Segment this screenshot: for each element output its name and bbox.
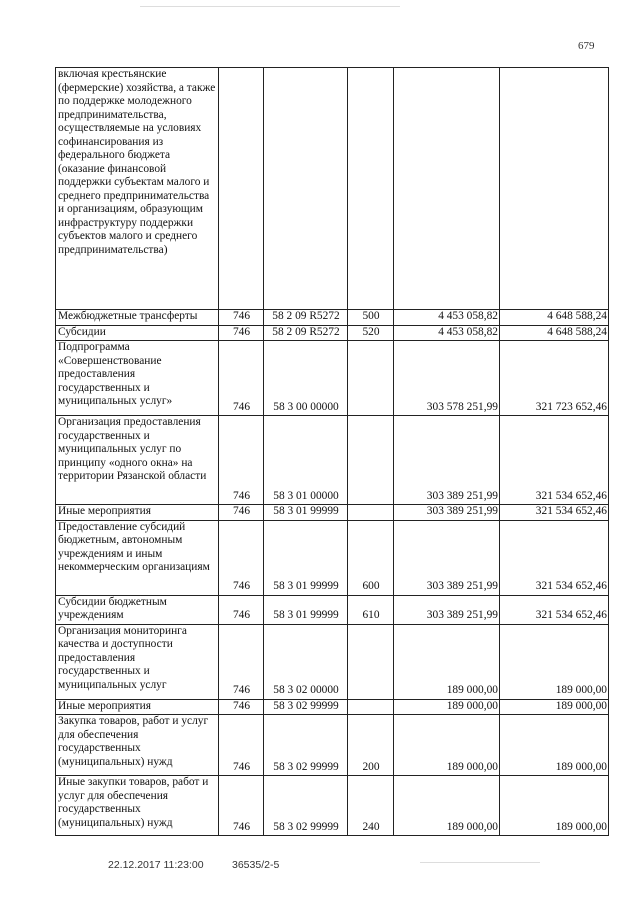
row-vr-cell <box>348 416 394 505</box>
row-name-cell: Предоставление субсидий бюджетным, автономным учреждениям и иным некоммерческим организациям <box>56 520 219 595</box>
table-row <box>56 68 609 310</box>
row-sum-2019-cell: 321 534 652,46 <box>500 505 609 521</box>
footer-datetime: 22.12.2017 11:23:00 <box>108 859 204 871</box>
footer-doc-code: 36535/2-5 <box>232 859 280 871</box>
row-sum-2019-cell: 4 648 588,24 <box>500 325 609 341</box>
row-code-cell: 746 <box>219 520 264 595</box>
row-sum-2018-cell: 189 000,00 <box>394 715 500 776</box>
row-name-cell: Иные закупки товаров, работ и услуг для обеспечения государственных (муниципальных) нужд <box>56 776 219 836</box>
row-vr-cell: 500 <box>348 310 394 326</box>
row-name-cell: включая крестьянские (фермерские) хозяйства, а также по поддержке молодежного предпринимательства, осуществляемые на условиях софинансирования из федерального бюджета (оказание финансовой поддержки субъектам малого и среднего предпринимательства и организациям, образующим инфраструктуру поддержки субъектов малого и среднего предпринимательства) <box>56 68 219 310</box>
row-sum-2019-cell: 189 000,00 <box>500 624 609 699</box>
row-sum-2018-cell <box>394 68 500 310</box>
row-sum-2019-cell: 321 534 652,46 <box>500 416 609 505</box>
row-name-cell: Иные мероприятия <box>56 505 219 521</box>
row-sum-2019-cell <box>500 68 609 310</box>
row-name-cell: Межбюджетные трансферты <box>56 310 219 326</box>
row-sum-2019-cell: 189 000,00 <box>500 715 609 776</box>
row-code-cell: 746 <box>219 416 264 505</box>
table-row <box>56 776 609 836</box>
row-code-cell: 746 <box>219 715 264 776</box>
row-sum-2019-cell: 4 648 588,24 <box>500 310 609 326</box>
row-sum-2018-cell: 303 389 251,99 <box>394 416 500 505</box>
row-sum-2018-cell: 303 389 251,99 <box>394 505 500 521</box>
row-vr-cell: 200 <box>348 715 394 776</box>
row-name-cell: Иные мероприятия <box>56 699 219 715</box>
budget-table-body <box>56 68 609 836</box>
row-code-cell: 746 <box>219 325 264 341</box>
row-code-cell: 746 <box>219 310 264 326</box>
table-row <box>56 520 609 595</box>
row-name-cell: Субсидии бюджетным учреждениям <box>56 595 219 624</box>
row-code-cell: 746 <box>219 505 264 521</box>
row-vr-cell <box>348 699 394 715</box>
row-csr-cell: 58 2 09 R5272 <box>264 325 348 341</box>
row-name-cell: Субсидии <box>56 325 219 341</box>
table-row <box>56 715 609 776</box>
table-row <box>56 416 609 505</box>
row-name-cell: Организация мониторинга качества и доступности предоставления государственных и муниципальных услуг <box>56 624 219 699</box>
row-vr-cell <box>348 505 394 521</box>
row-csr-cell: 58 3 02 99999 <box>264 715 348 776</box>
row-vr-cell: 610 <box>348 595 394 624</box>
row-vr-cell <box>348 624 394 699</box>
row-code-cell: 746 <box>219 776 264 836</box>
row-sum-2019-cell: 321 534 652,46 <box>500 595 609 624</box>
budget-table <box>55 67 609 836</box>
row-vr-cell: 520 <box>348 325 394 341</box>
row-csr-cell: 58 3 02 99999 <box>264 776 348 836</box>
row-sum-2018-cell: 303 389 251,99 <box>394 595 500 624</box>
row-sum-2019-cell: 321 723 652,46 <box>500 341 609 416</box>
row-sum-2018-cell: 4 453 058,82 <box>394 325 500 341</box>
row-csr-cell: 58 3 01 99999 <box>264 505 348 521</box>
row-csr-cell: 58 3 02 00000 <box>264 624 348 699</box>
row-code-cell: 746 <box>219 624 264 699</box>
row-code-cell <box>219 68 264 310</box>
row-name-cell: Организация предоставления государственных и муниципальных услуг по принципу «одного окна» на территории Рязанской области <box>56 416 219 505</box>
row-csr-cell: 58 3 02 99999 <box>264 699 348 715</box>
row-name-cell: Подпрограмма «Совершенствование предоставления государственных и муниципальных услуг» <box>56 341 219 416</box>
row-csr-cell: 58 3 01 99999 <box>264 595 348 624</box>
row-vr-cell <box>348 341 394 416</box>
row-vr-cell: 240 <box>348 776 394 836</box>
page-number: 679 <box>578 40 595 52</box>
row-csr-cell: 58 2 09 R5272 <box>264 310 348 326</box>
row-sum-2018-cell: 303 578 251,99 <box>394 341 500 416</box>
row-sum-2018-cell: 4 453 058,82 <box>394 310 500 326</box>
row-sum-2018-cell: 189 000,00 <box>394 776 500 836</box>
row-sum-2018-cell: 189 000,00 <box>394 624 500 699</box>
table-row <box>56 624 609 699</box>
table-row <box>56 595 609 624</box>
row-vr-cell <box>348 68 394 310</box>
row-code-cell: 746 <box>219 341 264 416</box>
row-sum-2019-cell: 189 000,00 <box>500 699 609 715</box>
row-sum-2019-cell: 189 000,00 <box>500 776 609 836</box>
row-code-cell: 746 <box>219 595 264 624</box>
row-csr-cell: 58 3 01 99999 <box>264 520 348 595</box>
scan-artifact <box>140 6 400 7</box>
table-row <box>56 310 609 326</box>
scan-artifact <box>420 862 540 863</box>
row-sum-2019-cell: 321 534 652,46 <box>500 520 609 595</box>
row-name-cell: Закупка товаров, работ и услуг для обеспечения государственных (муниципальных) нужд <box>56 715 219 776</box>
row-vr-cell: 600 <box>348 520 394 595</box>
table-row <box>56 341 609 416</box>
row-sum-2018-cell: 189 000,00 <box>394 699 500 715</box>
table-row <box>56 699 609 715</box>
table-row <box>56 505 609 521</box>
row-code-cell: 746 <box>219 699 264 715</box>
row-sum-2018-cell: 303 389 251,99 <box>394 520 500 595</box>
table-row <box>56 325 609 341</box>
row-csr-cell: 58 3 01 00000 <box>264 416 348 505</box>
row-csr-cell: 58 3 00 00000 <box>264 341 348 416</box>
row-csr-cell <box>264 68 348 310</box>
